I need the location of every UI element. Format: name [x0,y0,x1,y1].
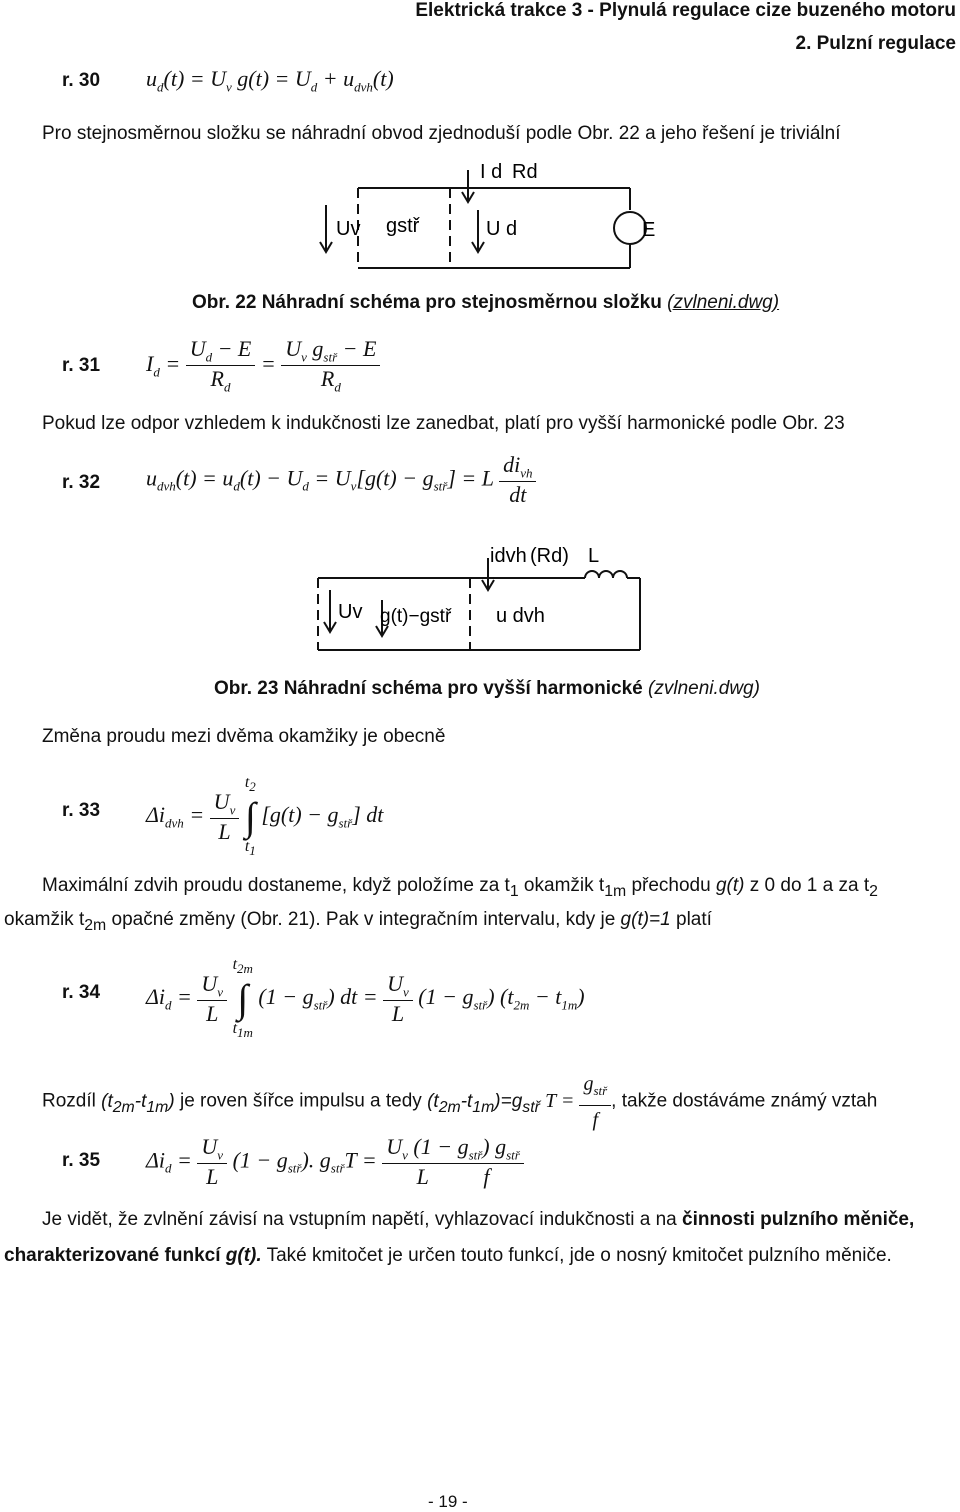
label-rd: Rd [512,161,538,183]
document-header-title: Elektrická trakce 3 - Plynulá regulace cize buzeného motoru [415,0,956,21]
paragraph-3: Změna proudu mezi dvěma okamžiky je obecně [42,726,446,747]
label-gstr: gstř [386,215,420,237]
paragraph-2: Pokud lze odpor vzhledem k indukčnosti lze zanedbat, platí pro vyšší harmonické podle Obr. 23 [42,413,845,434]
caption-italic-23: (zvlneni.dwg) [648,678,760,699]
equation-35: $\Delta i_d$ = $\frac{U_v}{L}$ $(1 - g_{stř})$. $g_{stř}T$ = $\frac{U_v (1 - g_{stř}) g_{stř}}{\text{L f}}$ [146,1134,524,1190]
label-e: E [642,219,656,241]
document-header-subtitle: 2. Pulzní regulace [795,33,956,54]
label-l: L [588,545,600,567]
equation-label-34: r. 34 [62,982,101,1003]
equation-label-35: r. 35 [62,1150,101,1171]
paragraph-1: Pro stejnosměrnou složku se náhradní obvod zjednoduší podle Obr. 22 a jeho řešení je triviální [42,123,841,144]
equation-31: $I_d$ = $\frac{U_d - E}{R_d}$ = $\frac{U_v g_{stř} - E}{R_d}$ [146,336,380,396]
equation-34: $\Delta i_d$ = $\frac{U_v}{L}$ $t_{2m}$ ∫ $t_{1m}$ $(1 - g_{stř})$ dt = $\frac{U_v}{L}$ $(1 - g_{stř})$ $(t_{2m} - t_{1m})$ [146,956,585,1041]
caption-bold-23: Obr. 23 Náhradní schéma pro vyšší harmonické [214,678,643,699]
label-id: I d [480,161,503,183]
paragraph-4-cont: okamžik $t_{2m}$ opačné změny (Obr. 21). Pak v integračním intervalu, kdy je g(t)=1 platí [4,909,712,934]
equation-33: $\Delta i_{dvh}$ = $\frac{U_v}{L}$ $t_2$ ∫ $t_1$ $[g(t) - g_{stř}]$ dt [146,774,384,859]
label-idvh: idvh [490,545,527,567]
paragraph-6-line1: Je vidět, že zvlnění závisí na vstupním napětí, vyhlazovací indukčnosti a na činnosti pulzního měniče, [42,1209,915,1230]
equation-label-33: r. 33 [62,800,101,821]
equation-label-30: r. 30 [62,70,101,91]
equation-30: $u_d(t) = U_v$ $g(t) = U_d + u_{dvh}(t)$ [146,66,394,95]
figure-22-caption [192,292,779,314]
caption-bold: Obr. 22 Náhradní schéma pro stejnosměrnou složku [192,292,662,313]
figure-23-circuit [300,530,660,660]
page-number: - 19 - [428,1492,468,1511]
figure-22-circuit [300,150,680,275]
label-udvh: u dvh [496,605,545,627]
paragraph-5: Rozdíl $(t_{2m}-t_{1m})$ je roven šířce impulsu a tedy $(t_{2m}-t_{1m})=g_{stř}$ T = $\frac{g_{stř}}{f}$ , takže dostáváme známý vztah [42,1070,877,1134]
label-ud: U d [486,218,518,240]
label-g-minus-gstr: g(t)−gstř [380,606,452,627]
label-uv-23: Uv [338,601,363,623]
paragraph-6-line2: charakterizované funkcí g(t). Také kmitočet je určen touto funkcí, jde o nosný kmitočet pulzního měniče. [4,1245,892,1266]
equation-32: $u_{dvh}(t) = u_d(t) - U_d = U_v[g(t) - g_{stř}] = L$ $\frac{di_{vh}}{dt}$ [146,452,536,508]
label-uv: Uv [336,218,361,240]
label-rd-paren: (Rd) [530,545,569,567]
paragraph-4: Maximální zdvih proudu dostaneme, když položíme za $t_1$ okamžik $t_{1m}$ přechodu g(t) z 0 do 1 a za $t_2$ [42,875,878,900]
caption-italic: (zvlneni.dwg) [667,292,780,313]
equation-label-31: r. 31 [62,355,101,376]
equation-label-32: r. 32 [62,472,101,493]
figure-23-caption [214,678,760,700]
